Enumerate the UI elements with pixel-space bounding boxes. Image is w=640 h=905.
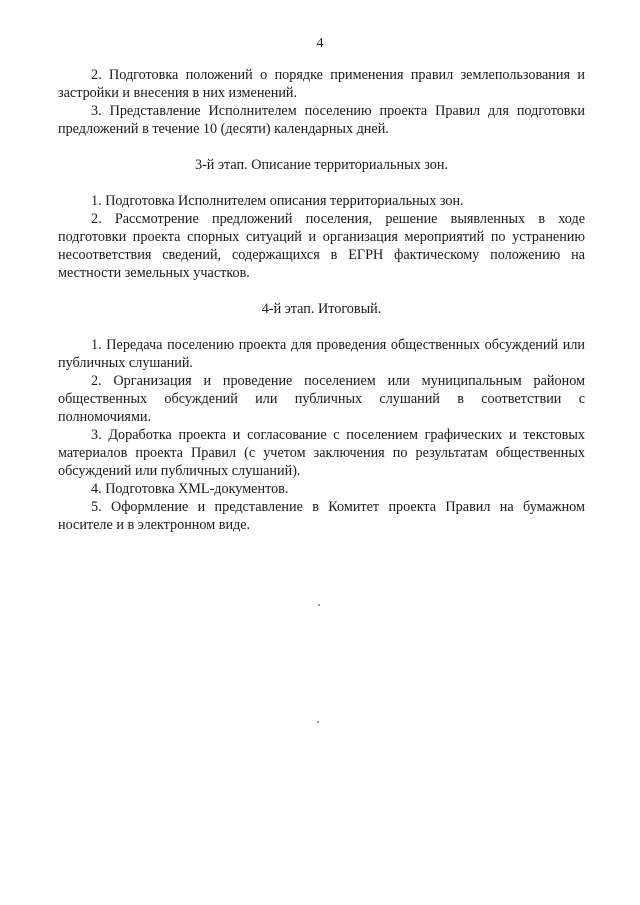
paragraph-stage2-item2: 2. Подготовка положений о порядке применения правил землепользования и застройки и внесения в них изменений. — [58, 67, 585, 101]
paragraph-stage2-item3: 3. Представление Исполнителем поселению проекта Правил для подготовки предложений в течение 10 (десяти) календарных дней. — [58, 103, 585, 137]
page-number: 4 — [316, 36, 324, 51]
scan-speck — [317, 721, 319, 723]
paragraph-stage4-item3: 3. Доработка проекта и согласование с поселением графических и текстовых материалов проекта Правил (с учетом заключения по результатам общественных обсуждений или публичных слушаний). — [58, 427, 585, 479]
document-body — [58, 66, 585, 534]
paragraph-stage4-item4: 4. Подготовка XML-документов. — [91, 481, 289, 497]
paragraph-stage4-item1: 1. Передача поселению проекта для проведения общественных обсуждений или публичных слушаний. — [58, 337, 585, 371]
paragraph-stage4-item5: 5. Оформление и представление в Комитет проекта Правил на бумажном носителе и в электронном виде. — [58, 499, 585, 533]
stage3-heading: 3-й этап. Описание территориальных зон. — [194, 157, 448, 173]
paragraph-stage4-item2: 2. Организация и проведение поселением или муниципальным районом общественных обсуждений или публичных слушаний в соответствии с полномочиями. — [58, 373, 585, 425]
scan-speck — [318, 604, 320, 606]
paragraph-stage3-item1: 1. Подготовка Исполнителем описания территориальных зон. — [91, 193, 464, 209]
paragraph-stage3-item2: 2. Рассмотрение предложений поселения, решение выявленных в ходе подготовки проекта спорных ситуаций и организация мероприятий по устранению несоответствия сведений, содержащихся в ЕГРН фактическому положению на местности земельных участков. — [58, 211, 585, 281]
stage4-heading: 4-й этап. Итоговый. — [261, 301, 382, 317]
